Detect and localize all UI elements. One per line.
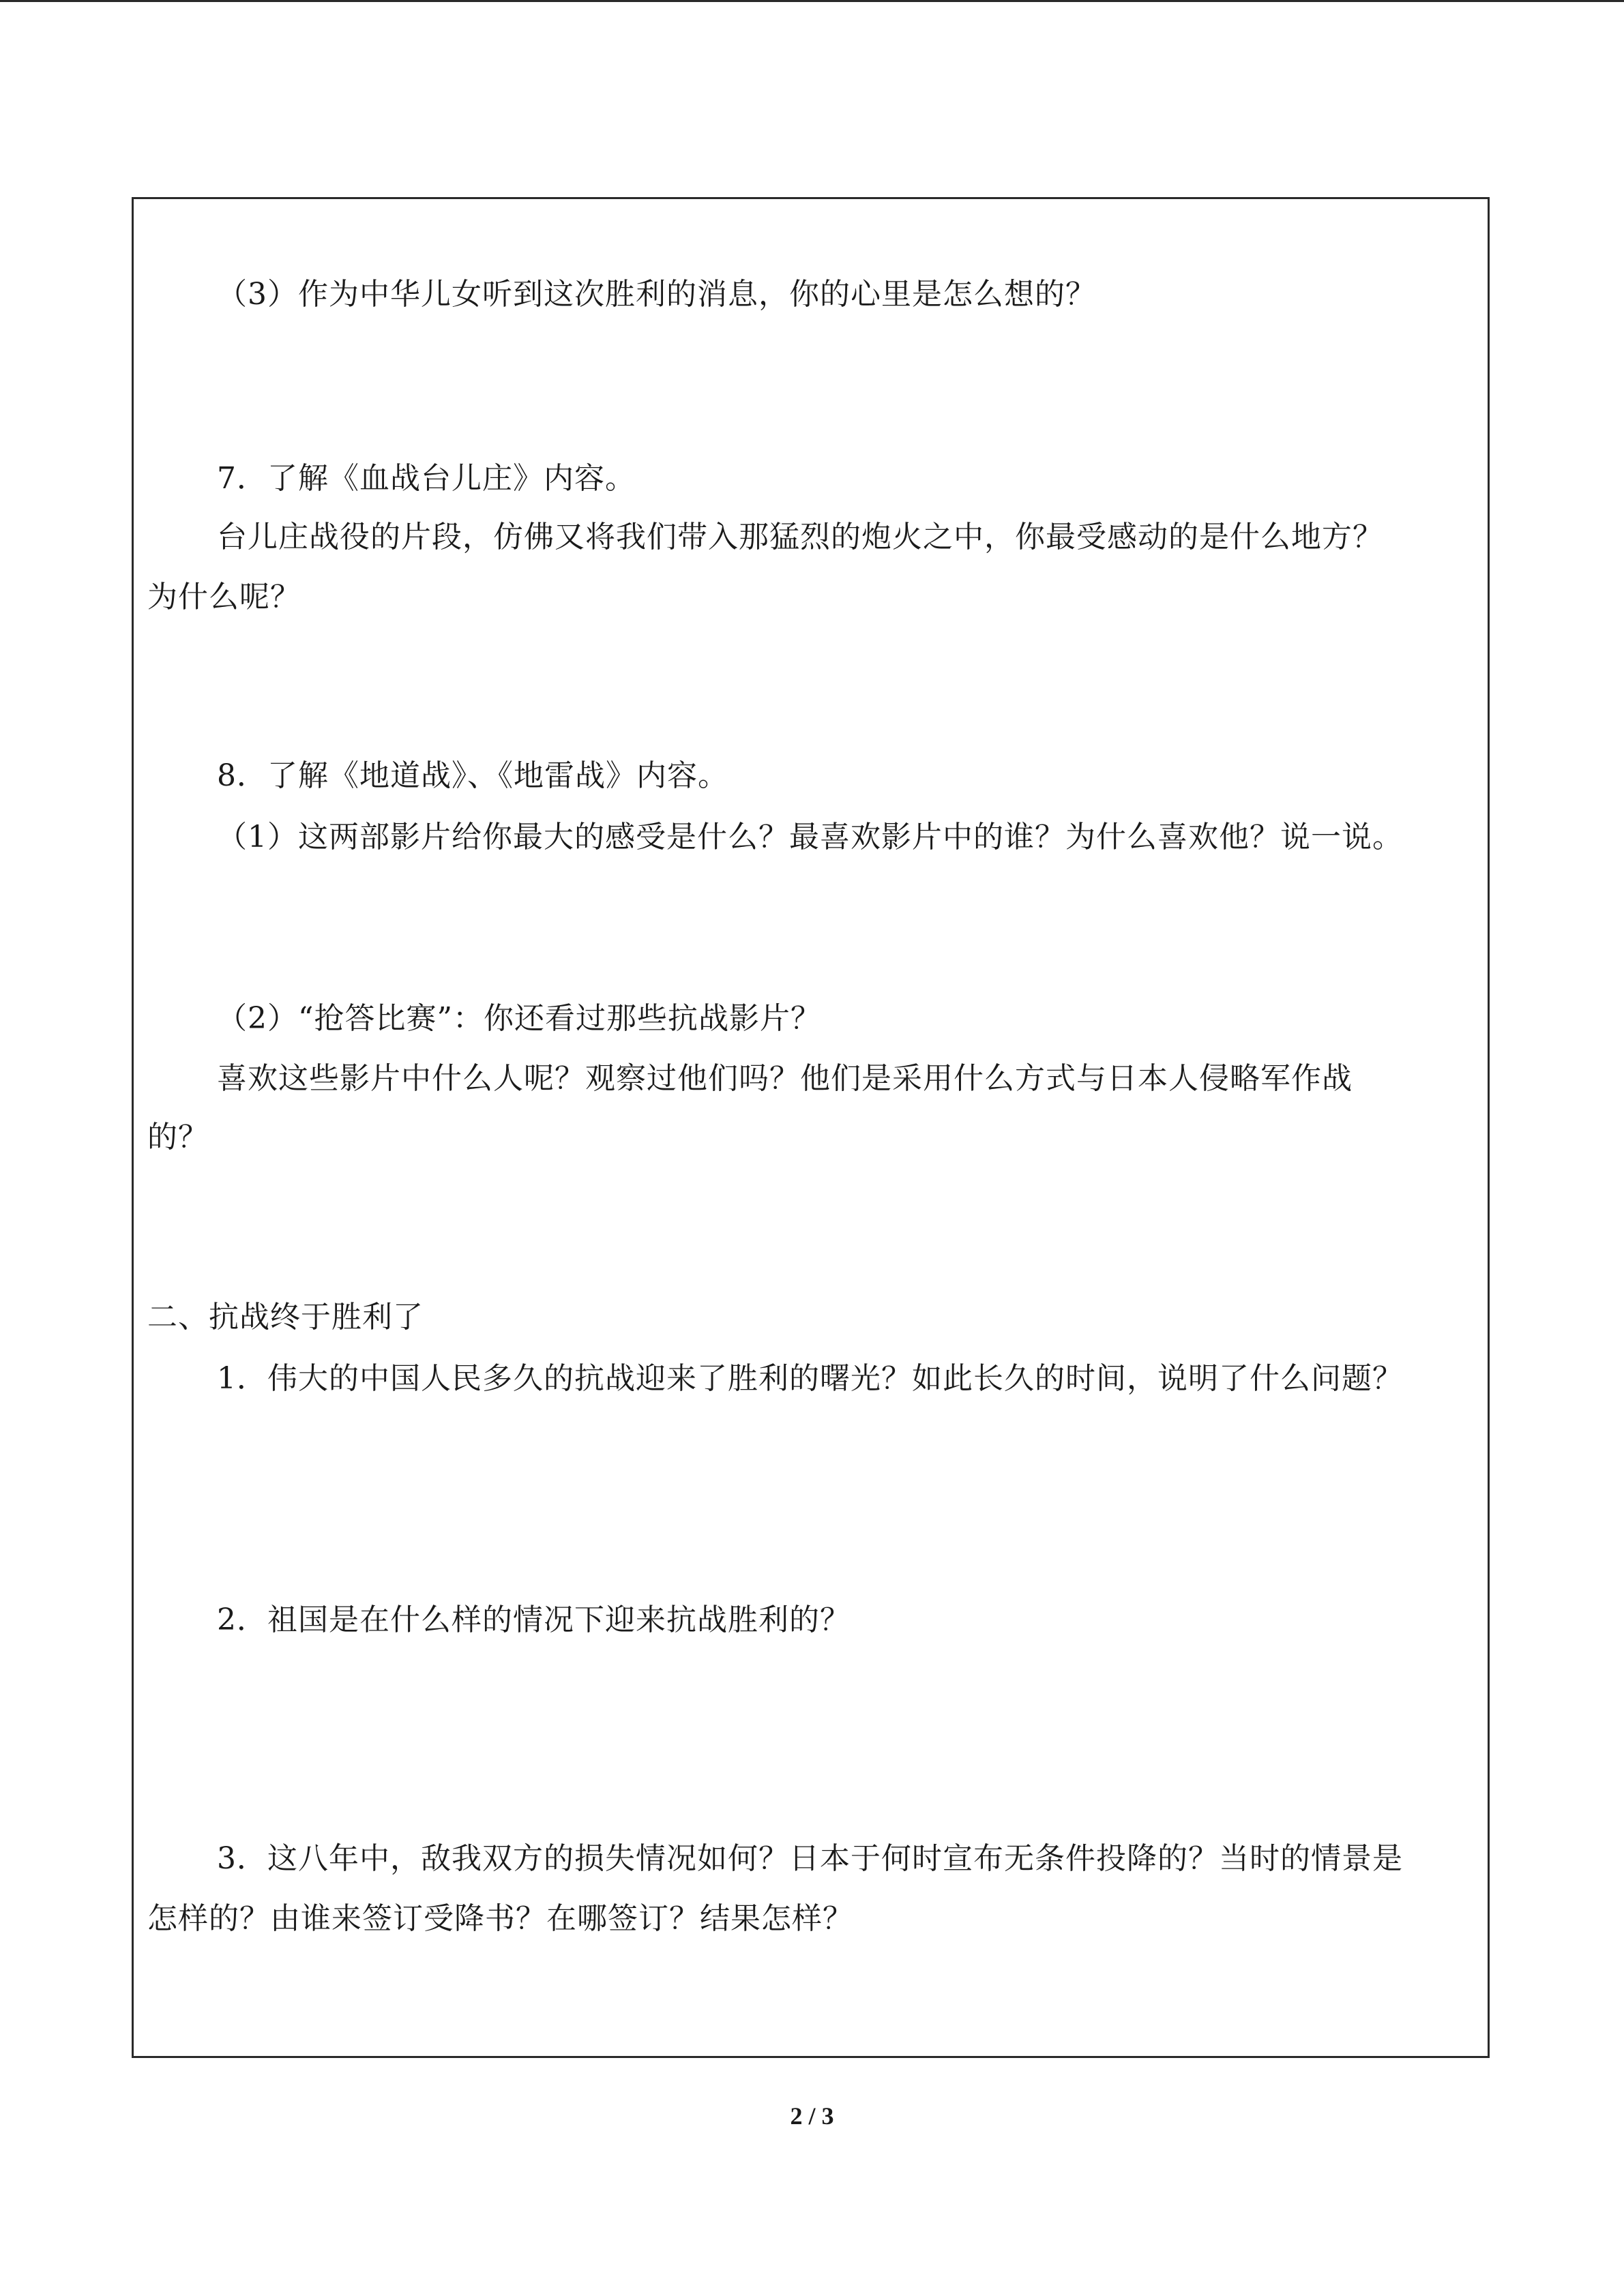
section-2-question-2: 2．祖国是在什么样的情况下迎来抗战胜利的？ xyxy=(217,1602,851,1637)
question-8-2-text: 喜欢这些影片中什么人呢？观察过他们吗？他们是采用什么方式与日本人侵略军作战 xyxy=(217,1061,1353,1096)
question-8-2-text-continued: 的？ xyxy=(147,1120,209,1154)
question-8-heading: 8．了解《地道战》、《地雷战》内容。 xyxy=(217,758,728,793)
question-6-3: （3）作为中华儿女听到这次胜利的消息，你的心里是怎么想的？ xyxy=(217,277,1096,312)
section-2-question-3-continued: 怎样的？由谁来签订受降书？在哪签订？结果怎样？ xyxy=(147,1901,853,1936)
top-border-rule xyxy=(0,0,1624,2)
section-2-heading: 二、抗战终于胜利了 xyxy=(147,1300,424,1335)
question-8-2: （2）“抢答比赛”：你还看过那些抗战影片？ xyxy=(217,1001,821,1036)
question-8-1: （1）这两部影片给你最大的感受是什么？最喜欢影片中的谁？为什么喜欢他？说一说。 xyxy=(217,820,1403,854)
question-7-text-continued: 为什么呢？ xyxy=(147,580,301,614)
section-2-question-1: 1．伟大的中国人民多久的抗战迎来了胜利的曙光？如此长久的时间，说明了什么问题？ xyxy=(217,1361,1403,1396)
section-2-question-3: 3．这八年中，敌我双方的损失情况如何？日本于何时宣布无条件投降的？当时的情景是 xyxy=(217,1841,1403,1876)
question-7-text: 台儿庄战役的片段，仿佛又将我们带入那猛烈的炮火之中，你最受感动的是什么地方？ xyxy=(217,520,1383,554)
question-7-heading: 7．了解《血战台儿庄》内容。 xyxy=(217,461,636,496)
page-number: 2 / 3 xyxy=(790,2102,834,2130)
